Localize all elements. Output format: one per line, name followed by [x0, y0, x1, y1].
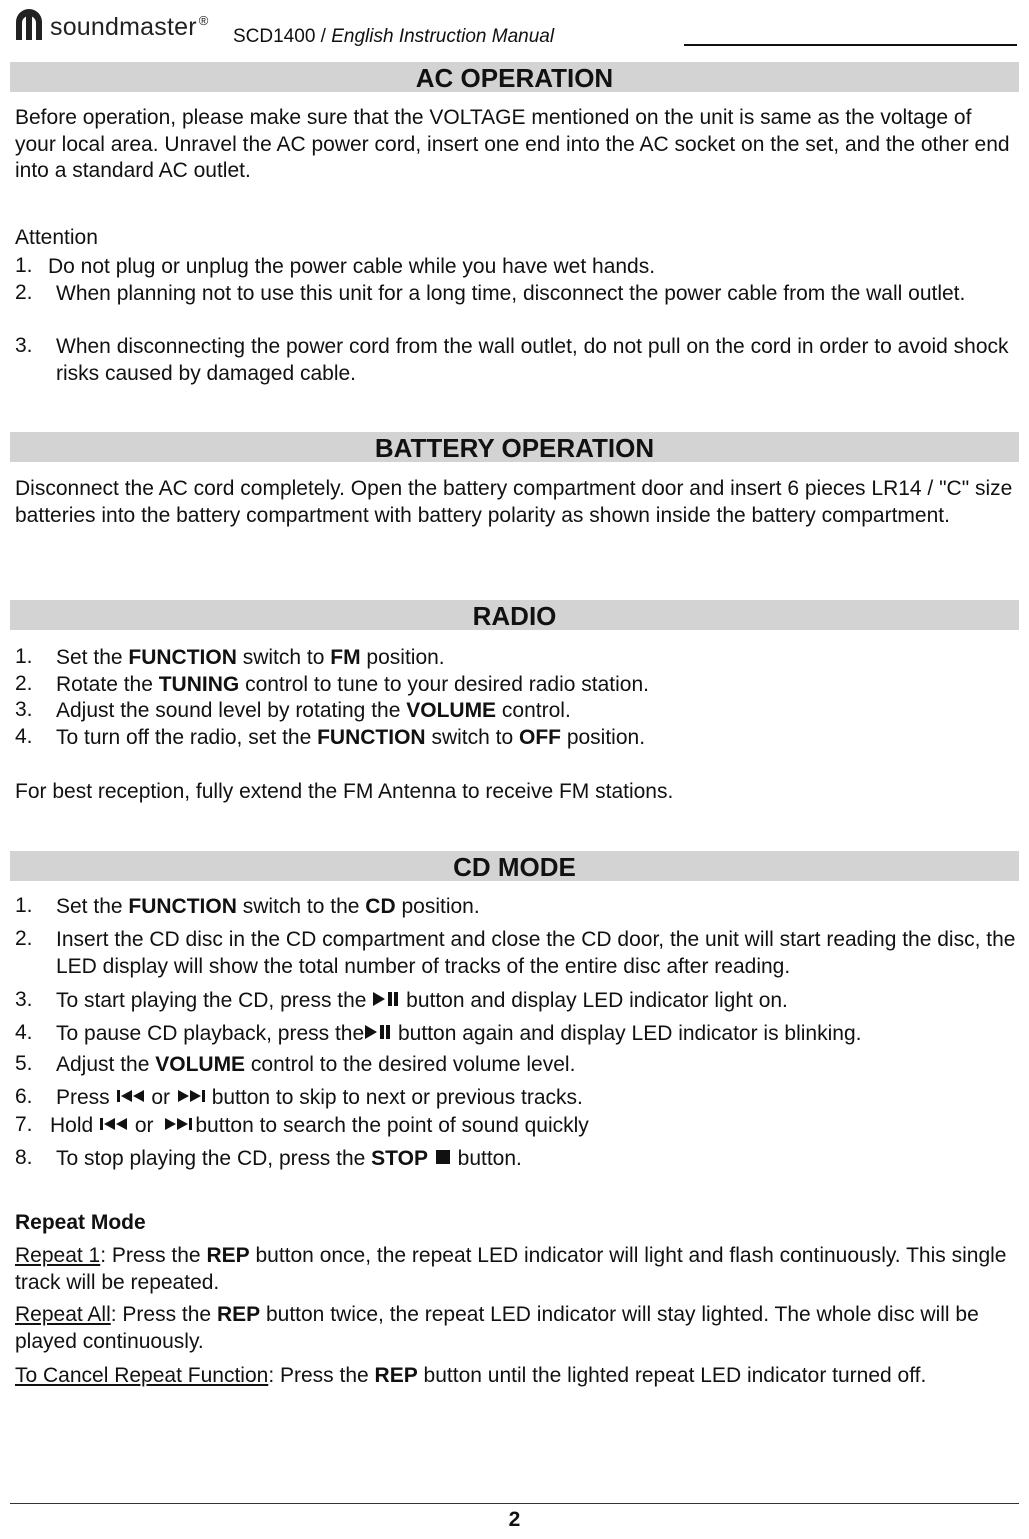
list-number: 4.: [15, 725, 33, 748]
page-number: 2: [508, 1508, 521, 1531]
attention-item: When planning not to use this unit for a long time, disconnect the power cable from the wall outlet.: [56, 282, 966, 305]
cancel-repeat-paragraph: To Cancel Repeat Function: Press the REP button until the lighted repeat LED indicator turned off.: [15, 1364, 927, 1387]
cd-step: Set the FUNCTION switch to the CD position.: [56, 895, 480, 918]
list-number: 6.: [15, 1085, 33, 1108]
radio-step: Set the FUNCTION switch to FM position.: [56, 646, 445, 669]
radio-step: To turn off the radio, set the FUNCTION switch to OFF position.: [56, 726, 646, 749]
list-number: 3.: [15, 698, 33, 721]
section-heading-ac-operation: AC OPERATION: [10, 62, 1019, 92]
radio-reception-note: For best reception, fully extend the FM Antenna to receive FM stations.: [15, 780, 674, 803]
repeat-mode-heading: Repeat Mode: [15, 1211, 146, 1234]
play-pause-icon: [372, 991, 400, 1007]
document-title: SCD1400 / English Instruction Manual: [233, 26, 555, 47]
repeat-all-paragraph: Repeat All: Press the REP button twice, the repeat LED indicator will stay lighted. The whole disc will be played continuously.: [15, 1303, 979, 1353]
attention-label: Attention: [15, 226, 98, 249]
section-heading-cd-mode: CD MODE: [10, 851, 1019, 881]
section-heading-battery-operation: BATTERY OPERATION: [10, 432, 1019, 462]
list-number: 3.: [15, 334, 33, 357]
section-heading-radio: RADIO: [10, 600, 1019, 630]
repeat-1-paragraph: Repeat 1: Press the REP button once, the repeat LED indicator will light and flash continuously. This single track will be repeated.: [15, 1244, 1007, 1294]
list-number: 3.: [15, 988, 33, 1011]
list-number: 8.: [15, 1146, 33, 1169]
cd-step: Press or button to skip to next or previous tracks.: [56, 1086, 583, 1109]
list-number: 2.: [15, 281, 33, 304]
radio-step: Adjust the sound level by rotating the VOLUME control.: [56, 699, 571, 722]
play-pause-icon: [364, 1024, 392, 1040]
attention-item: When disconnecting the power cord from the wall outlet, do not pull on the cord in order to avoid shock risks caused by damaged cable.: [56, 335, 1009, 385]
list-number: 1.: [15, 254, 33, 277]
list-number: 5.: [15, 1052, 33, 1075]
page-header: [12, 6, 1017, 50]
cd-step: To pause CD playback, press the button again and display LED indicator is blinking.: [56, 1022, 862, 1045]
skip-previous-icon: [116, 1089, 146, 1103]
attention-item: Do not plug or unplug the power cable while you have wet hands.: [48, 255, 656, 278]
cd-step: Insert the CD disc in the CD compartment and close the CD door, the unit will start reading the disc, the LED display will show the total number of tracks of the entire disc after reading.: [56, 928, 1016, 978]
cd-step: Hold or button to search the point of sound quickly: [50, 1114, 589, 1137]
radio-step: Rotate the TUNING control to tune to your desired radio station.: [56, 673, 649, 696]
battery-paragraph: Disconnect the AC cord completely. Open the battery compartment door and insert 6 pieces LR14 / "C" size batteries into the battery compartment with battery polarity as shown inside the battery compartment.: [15, 477, 1013, 527]
cd-step: Adjust the VOLUME control to the desired volume level.: [56, 1053, 576, 1076]
list-number: 1.: [15, 645, 33, 668]
ac-intro-paragraph: Before operation, please make sure that the VOLTAGE mentioned on the unit is same as the voltage of your local area. Unravel the AC power cord, insert one end into the AC socket on the set, and the other end into a standard AC outlet.: [15, 106, 1010, 182]
list-number: 4.: [15, 1021, 33, 1044]
cd-step: To stop playing the CD, press the STOP button.: [56, 1147, 522, 1170]
skip-next-icon: [159, 1117, 195, 1131]
brand-name: soundmaster ®: [50, 13, 209, 41]
list-number: 2.: [15, 927, 33, 950]
skip-previous-icon: [99, 1117, 129, 1131]
header-rule: [684, 44, 1017, 46]
skip-next-icon: [176, 1089, 206, 1103]
list-number: 1.: [15, 894, 33, 917]
stop-icon: [434, 1149, 452, 1165]
brand-logo: [12, 8, 209, 42]
list-number: 2.: [15, 672, 33, 695]
list-number: 7.: [15, 1113, 33, 1136]
cd-step: To start playing the CD, press the button and display LED indicator light on.: [56, 989, 788, 1012]
soundmaster-logo-icon: [12, 8, 46, 42]
footer-rule: [10, 1503, 1019, 1504]
